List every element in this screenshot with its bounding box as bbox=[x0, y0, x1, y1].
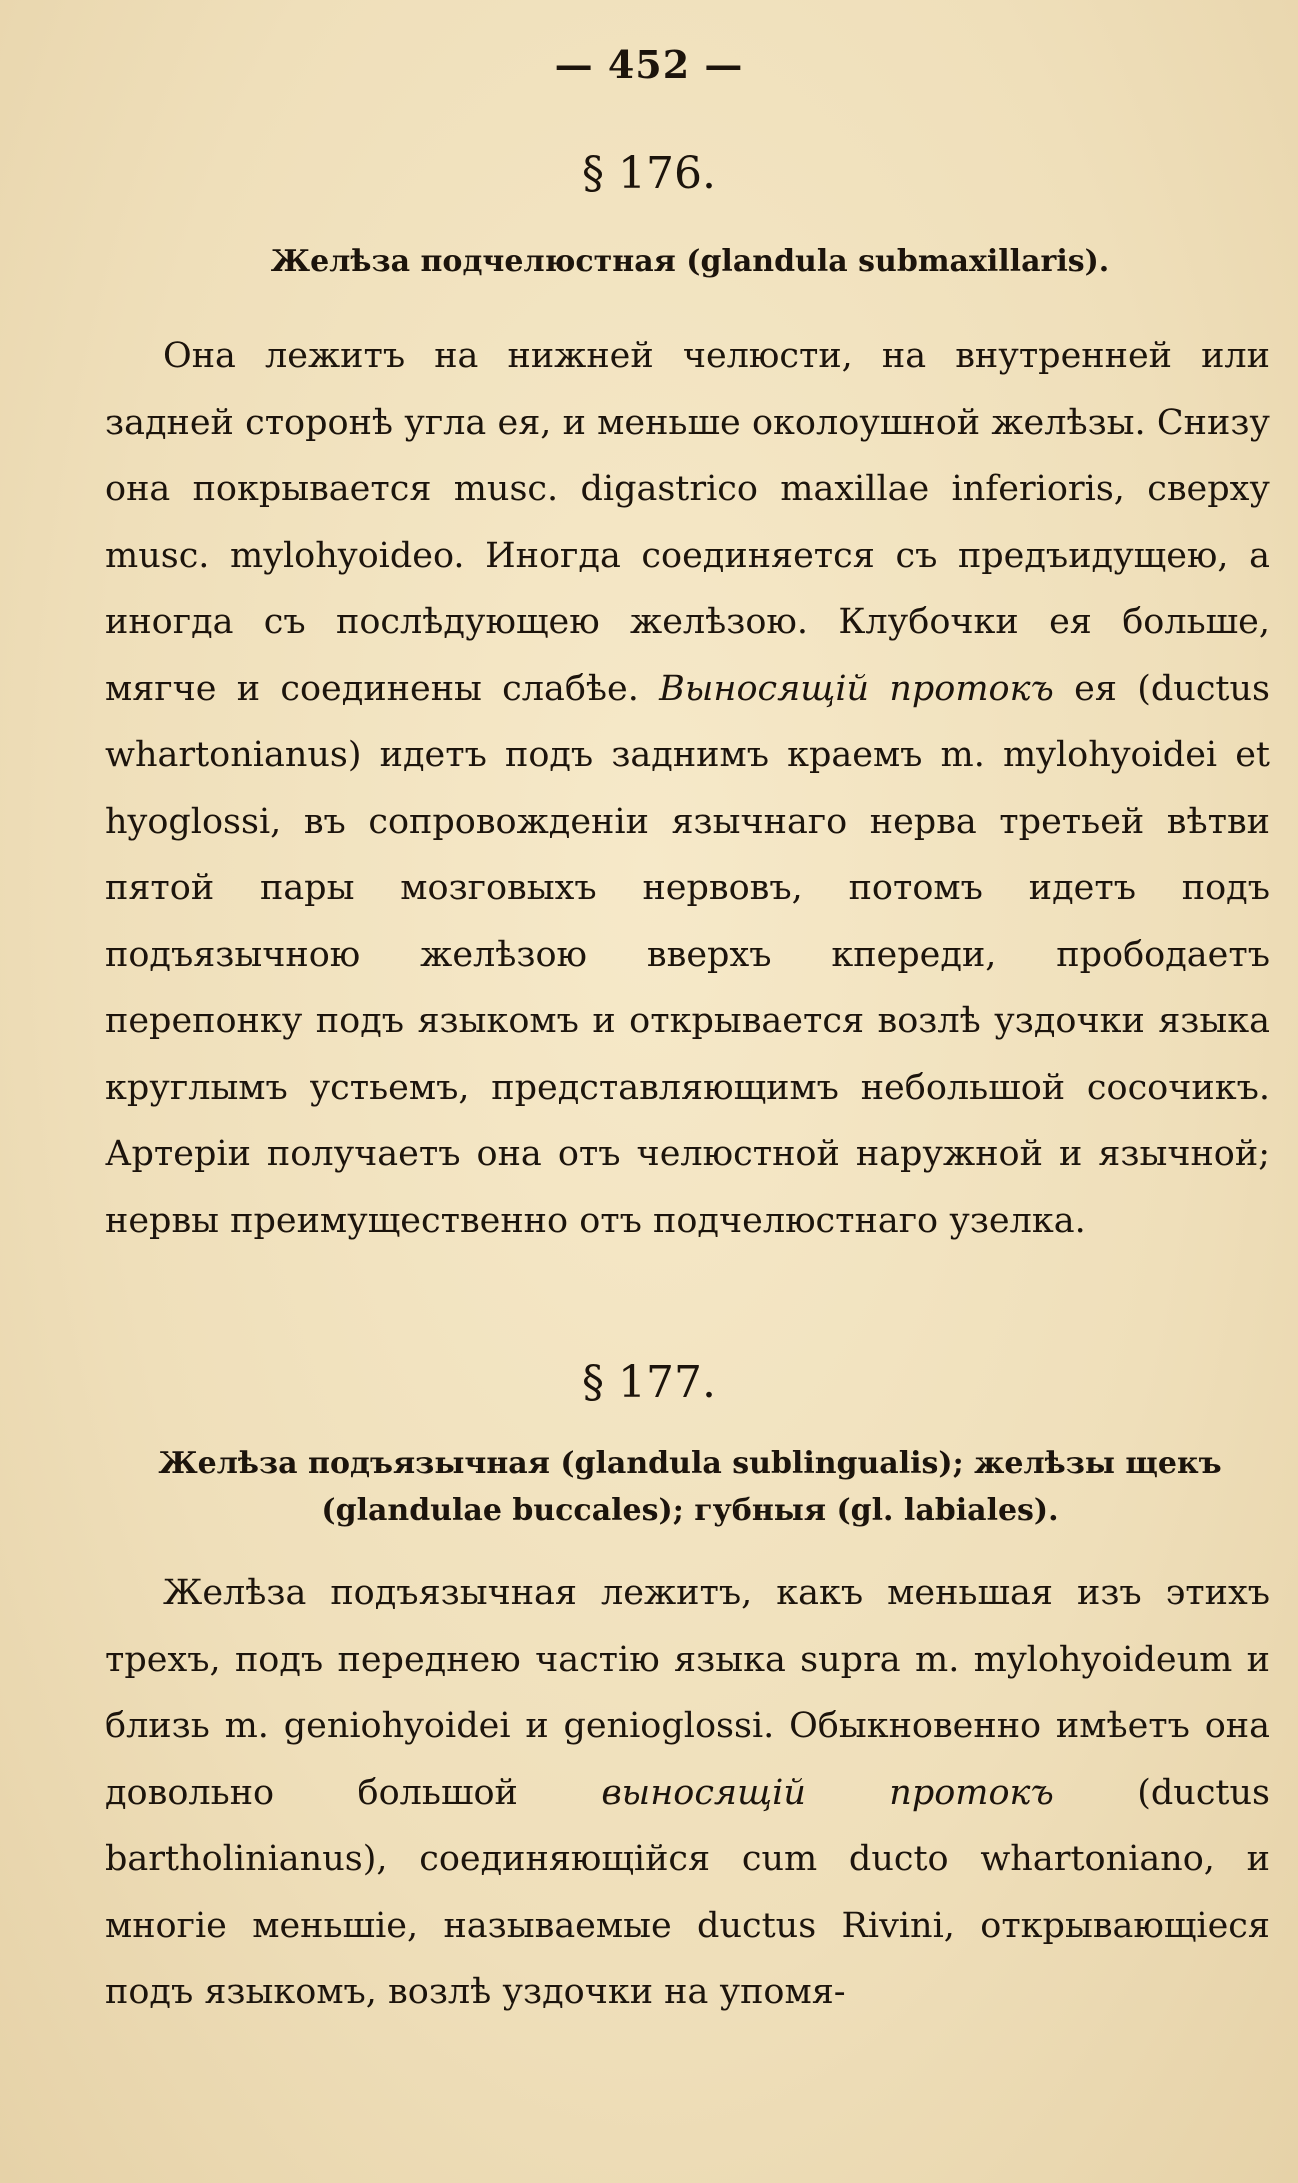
section-number-177: § 177. bbox=[582, 1357, 716, 1408]
paragraph-text: (ductus bartholinianus), соединяющійся cum ducto whartoniano, и многіе меньшіе, называемые ductus Rivini, открывающіеся подъ языкомъ, возлѣ уздочки на упомя- bbox=[105, 1772, 1270, 2012]
section-number-176: § 176. bbox=[582, 148, 716, 199]
section-heading-177: Желѣза подъязычная (glandula sublingualis); желѣзы щекъ (glandulae buccales); губныя (gl. labiales). bbox=[158, 1446, 1222, 1528]
paragraph-text: Она лежитъ на нижней челюсти, на внутренней или задней сторонѣ угла ея, и меньше околоушной желѣзы. Снизу она покрывается musc. digastrico maxillae inferioris, сверху musc. mylohyoideo. Иногда соединяется съ предъидущею, а иногда съ послѣдующею желѣзою. Клубочки ея больше, мягче и соединены слабѣе. bbox=[105, 336, 1270, 709]
section-heading-176: Желѣза подчелюстная (glandula submaxillaris). bbox=[270, 244, 1110, 279]
section-body-177 bbox=[105, 1560, 1270, 2026]
term-italic: выносящій протокъ bbox=[601, 1772, 1054, 1813]
paragraph bbox=[105, 323, 1270, 1254]
paragraph bbox=[105, 1560, 1270, 2026]
paragraph-text: ея (ductus whartonianus) идетъ подъ заднимъ краемъ m. mylohyoidei et hyoglossi, въ сопровожденіи язычнаго нерва третьей вѣтви пятой пары мозговыхъ нервовъ, потомъ идетъ подъ подъязычною желѣзою вверхъ кпереди, прободаетъ перепонку подъ языкомъ и открывается возлѣ уздочки языка круглымъ устьемъ, представляющимъ небольшой сосочикъ. Артеріи получаетъ она отъ челюстной наружной и язычной; нервы преимущественно отъ подчелюстнаго узелка. bbox=[105, 668, 1270, 1241]
section-body-176 bbox=[105, 323, 1270, 1254]
paragraph-text: Желѣза подъязычная лежитъ, какъ меньшая изъ этихъ трехъ, подъ переднею частію языка supra m. mylohyoideum и близь m. geniohyoidei и genioglossi. Обыкновенно имѣетъ она довольно большой bbox=[105, 1573, 1270, 1813]
term-italic: Выносящій протокъ bbox=[659, 668, 1054, 709]
page-number: — 452 — bbox=[554, 42, 744, 87]
